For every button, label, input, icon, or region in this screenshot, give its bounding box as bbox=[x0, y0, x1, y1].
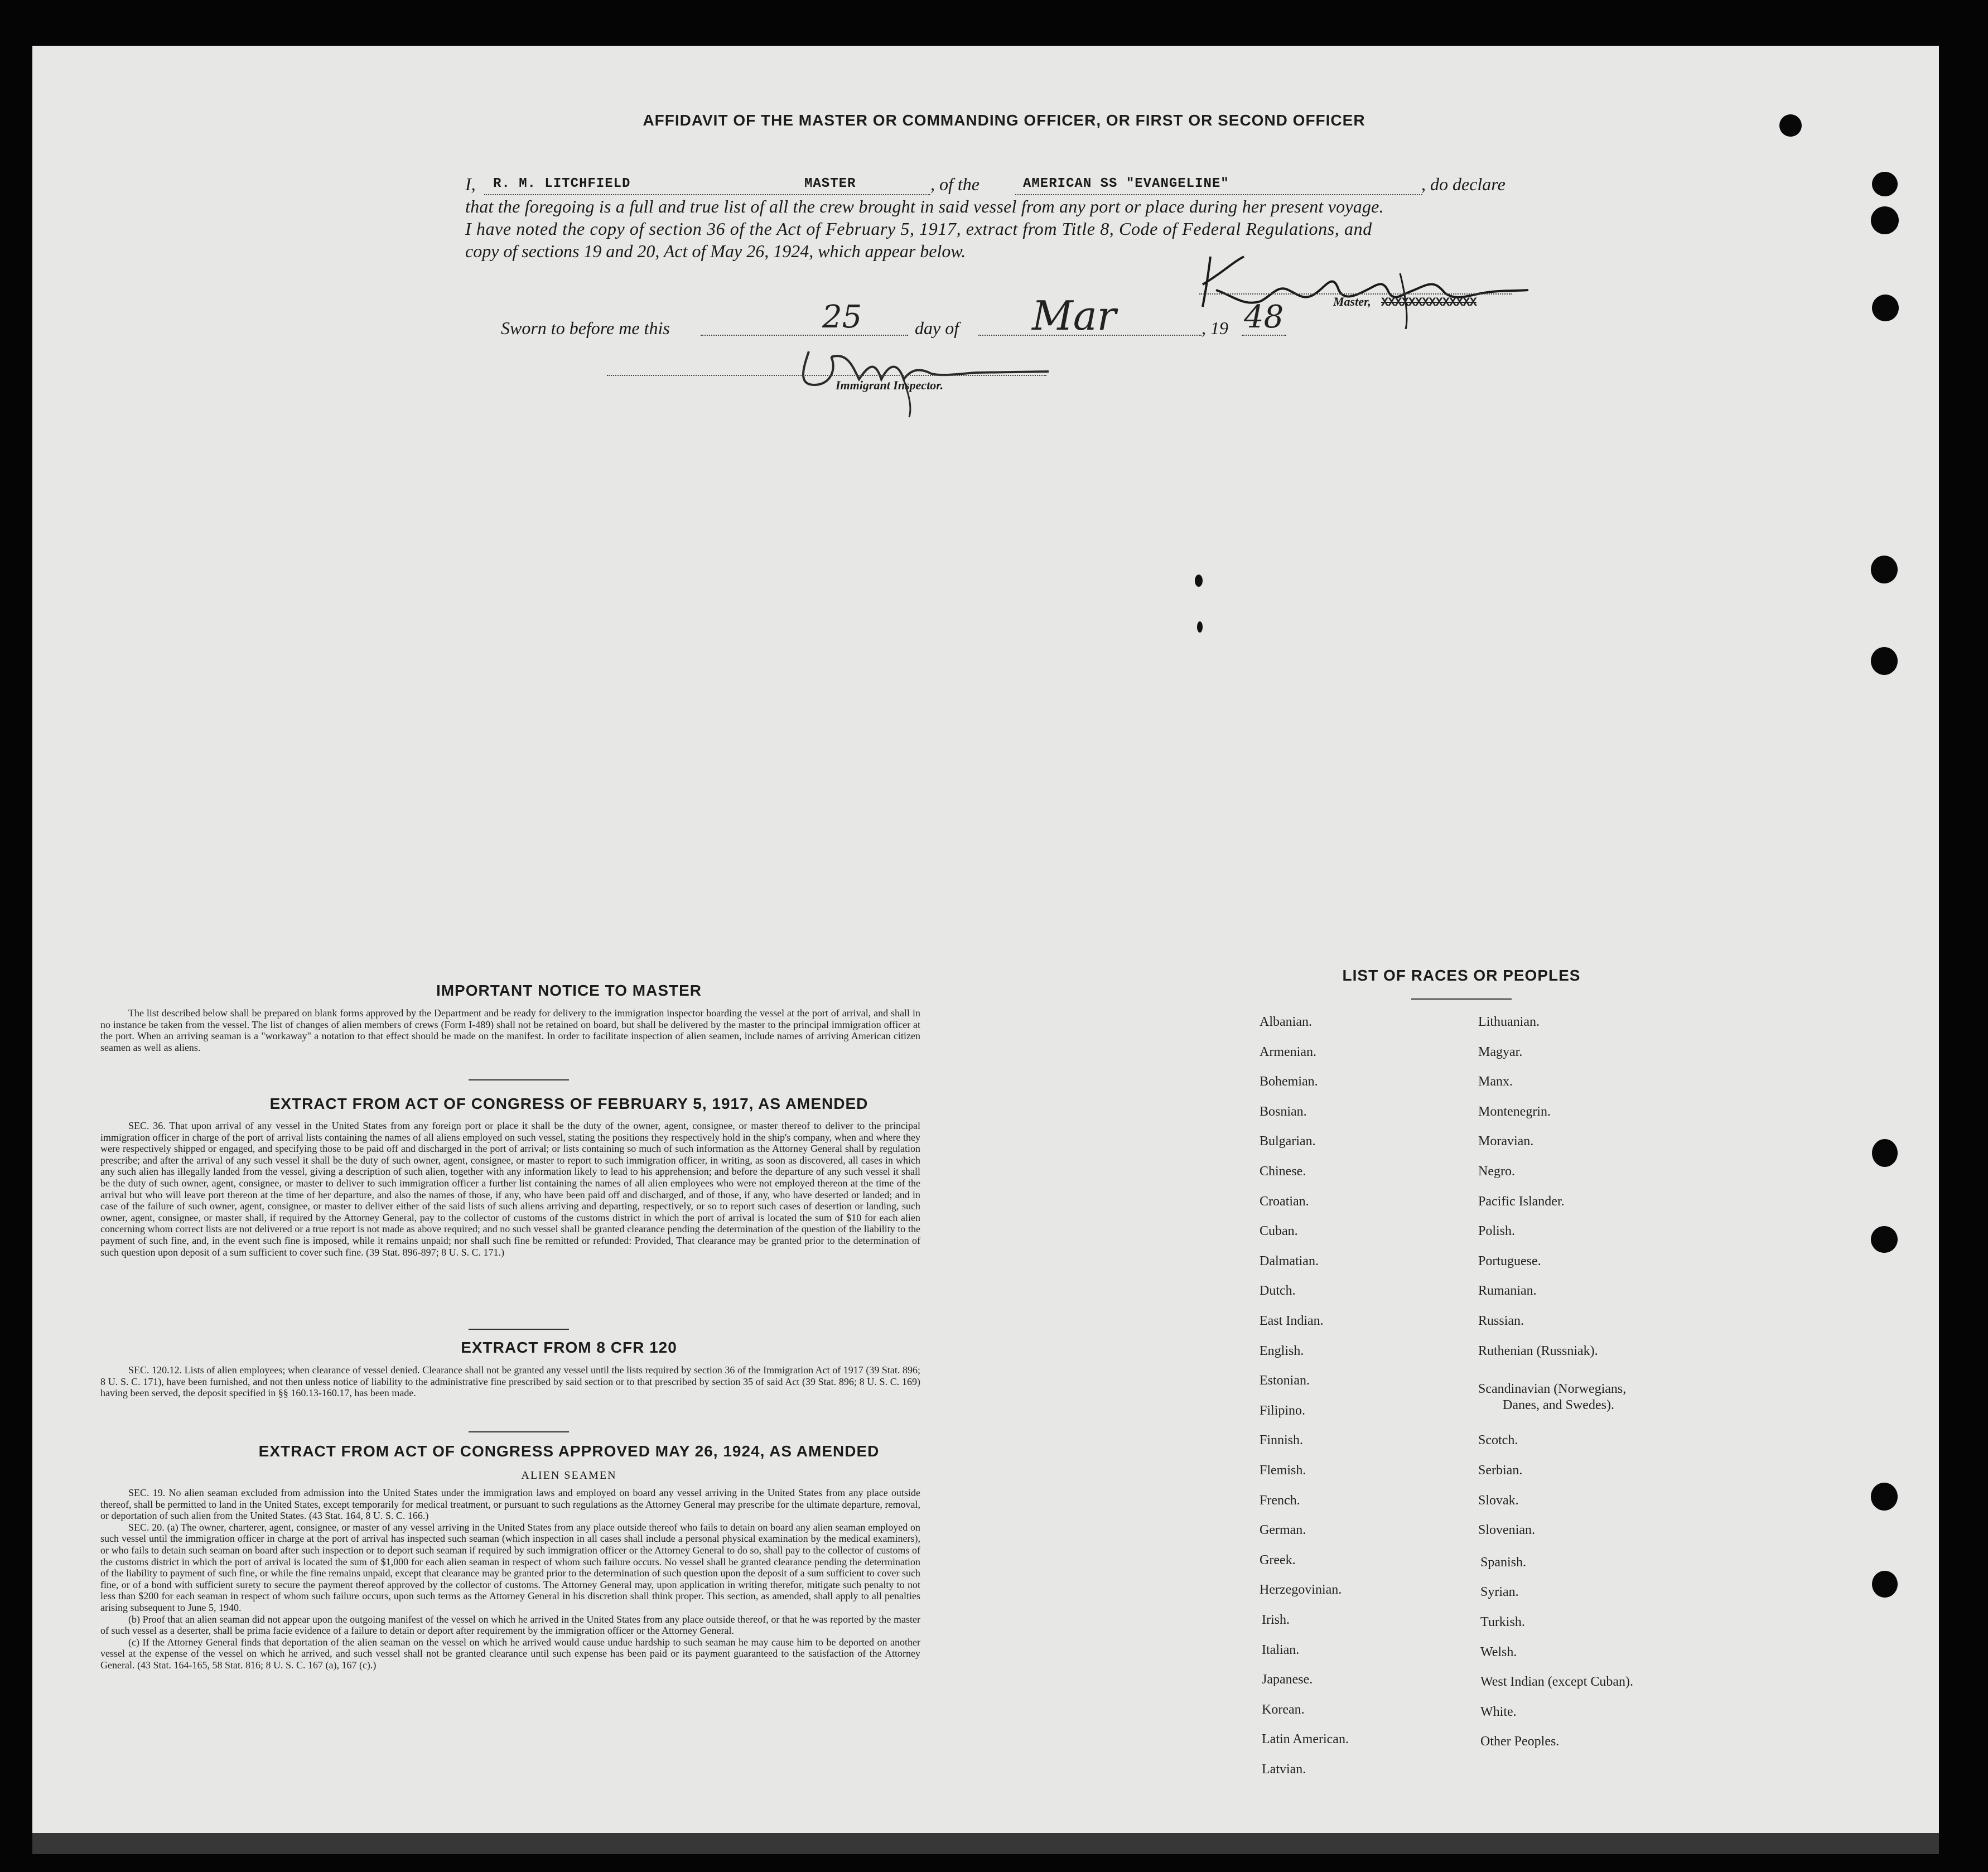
race-item: Bulgarian. bbox=[1260, 1134, 1316, 1149]
race-item: Polish. bbox=[1478, 1224, 1516, 1238]
divider bbox=[469, 1329, 569, 1330]
sworn-year-value: 48 bbox=[1244, 299, 1284, 335]
race-item: Korean. bbox=[1262, 1702, 1305, 1717]
race-item: Other Peoples. bbox=[1480, 1734, 1560, 1749]
extract-1917-paragraph: SEC. 36. That upon arrival of any vessel in the United States from any foreign port or place it shall be the duty of the owner, agent, consignee, or master thereof to deliver to the principal immigration officer in charge of the port of arrival lists containing the names of all aliens employed on such vessel, stating the positions they respectively hold in the ship's company, when and where they were respectively shipped or engaged, and specifying those to be paid off and discharged in the port of arrival; or lists containing so much of such information as the Attorney General shall by regulation prescribe; and after the arrival of any such vessel it shall be the duty of such owner, agent, consignee, or master to report to such immigration officer, in writing, as soon as discovered, all cases in which any such alien has illegally landed from the vessel, giving a description of such alien, together with any information likely to lead to his apprehension; and before the departure of any such vessel it shall be the duty of such owner, agent, consignee, or master to deliver to such immigration officer a further list containing the names of all alien employees who were not employed thereon at the time of the arrival but who will leave port thereon at the time of her departure, and also the names of those, if any, who have been paid off and discharged, and of those, if any, who have deserted or landed; and in case of the failure of such owner, agent, consignee, or master to deliver either of the said lists of such aliens arriving and departing, respectively, or so to report such cases of desertion or landing, such owner, agent, consignee, or master shall, if required by the Attorney General, pay to the collector of customs of the customs district in which the port of arrival is located the sum of $10 for each alien concerning whom correct lists are not delivered or a true report is not made as above required; and no such vessel shall be granted clearance pending the determination of the question of the liability to the payment of such fine, and, in the event such fine is imposed, while it remains unpaid; nor shall such fine be remitted or refunded: Provided, That clearance may be granted prior to the determination of such question upon deposit of a sum sufficient to cover such fine. (39 Stat. 896-897; 8 U. S. C. 171.) bbox=[100, 1120, 920, 1258]
ink-speck bbox=[1197, 621, 1203, 633]
race-item: Scandinavian (Norwegians, bbox=[1478, 1382, 1627, 1396]
sec-19-paragraph: SEC. 19. No alien seaman excluded from admission into the United States under the immigration laws and employed on board any vessel arriving in the United States from any place outside thereof, shall be permitted to land in the United States, except temporarily for medical treatment, or pursuant to such regulations as the Attorney General may prescribe for the ultimate departure, removal, or deportation of such alien from the United States. (43 Stat. 164, 8 U. S. C. 166.) bbox=[100, 1487, 920, 1522]
punch-hole bbox=[1872, 1139, 1898, 1167]
race-item: Finnish. bbox=[1260, 1433, 1304, 1448]
page-bottom-edge bbox=[32, 1833, 1939, 1854]
race-item: Ruthenian (Russniak). bbox=[1478, 1344, 1598, 1358]
race-item: Magyar. bbox=[1478, 1045, 1523, 1059]
inspector-signature bbox=[792, 335, 1060, 418]
race-item: Turkish. bbox=[1480, 1615, 1525, 1629]
sec-20a-paragraph: SEC. 20. (a) The owner, charterer, agent, consignee, or master of any vessel arriving in the United States from any place outside thereof who fails to detain on board any alien seaman employed on such vessel until the immigration officer in charge at the port of arrival has inspected such seaman (which inspection in all cases shall include a personal physical examination by the medical examiners), or who fails to detain such seaman on board after such inspection or to deport such seaman if required by such immigration officer or the Attorney General to do so, shall pay to the collector of customs of the customs district in which the port of arrival is located the sum of $1,000 for each alien seaman in respect of whom such failure occurs. No vessel shall be granted clearance pending the determination of the liability to payment of such fine, or while the fine remains unpaid, except that clearance may be granted prior to the determination of such question upon the deposit of a sum sufficient to cover such fine, or of a bond with sufficient surety to secure the payment thereof approved by the collector of customs. The Attorney General may, upon application in writing therefor, mitigate such penalty to not less than $200 for each seaman in respect of whom such failure occurs, upon such terms as the Attorney General in his discretion shall think proper. This section, as amended, shall apply to all penalties arising subsequent to June 5, 1940. bbox=[100, 1521, 920, 1613]
divider bbox=[1411, 998, 1512, 1000]
declaration-line-3: I have noted the copy of section 36 of the Act of February 5, 1917, extract from Title 8, Code of Federal Regulations, and bbox=[465, 219, 1372, 239]
races-title: LIST OF RACES OR PEOPLES bbox=[1342, 967, 1581, 984]
extract-1924-text bbox=[100, 1487, 920, 1671]
race-item: Scotch. bbox=[1478, 1433, 1518, 1448]
sworn-day-value: 25 bbox=[822, 299, 862, 335]
race-item: Flemish. bbox=[1260, 1463, 1306, 1478]
extract-1924-subtitle: ALIEN SEAMEN bbox=[521, 1469, 617, 1482]
notice-title: IMPORTANT NOTICE TO MASTER bbox=[436, 982, 702, 999]
sworn-label: Sworn to before me this bbox=[501, 318, 670, 338]
punch-hole bbox=[1872, 295, 1899, 321]
race-item: Chinese. bbox=[1260, 1164, 1306, 1179]
extract-cfr-paragraph: SEC. 120.12. Lists of alien employees; when clearance of vessel denied. Clearance shall not be granted any vessel until the lists required by section 36 of the Immigration Act of 1917 (39 Stat. 896; 8 U. S. C. 171), have been furnished, and not then unless notice of liability to the administrative fine prescribed by said section or to that prescribed by section 35 of said Act (39 Stat. 896; 8 U. S. C. 169) having been served, the deposit specified in §§ 160.13-160.17, has been made. bbox=[100, 1364, 920, 1399]
extract-cfr-title: EXTRACT FROM 8 CFR 120 bbox=[461, 1339, 677, 1356]
race-item: Pacific Islander. bbox=[1478, 1194, 1565, 1209]
extract-1917-text bbox=[100, 1120, 920, 1258]
extract-cfr-text bbox=[100, 1364, 920, 1399]
sec-20c-paragraph: (c) If the Attorney General finds that deportation of the alien seaman on the vessel on which he arrived would cause undue hardship to such seaman he may cause him to be deported on another vessel at the expense of the vessel on which he arrived, and such vessel shall not be granted clearance until such expense has been paid or its payment guaranteed to the satisfaction of the Attorney General. (43 Stat. 164-165, 58 Stat. 816; 8 U. S. C. 167 (a), 167 (c).) bbox=[100, 1636, 920, 1671]
race-item: Welsh. bbox=[1480, 1645, 1517, 1659]
day-of-label: day of bbox=[915, 318, 959, 338]
race-item: French. bbox=[1260, 1493, 1300, 1508]
race-item: Moravian. bbox=[1478, 1134, 1534, 1149]
race-item: Latvian. bbox=[1262, 1762, 1306, 1777]
race-item: Slovak. bbox=[1478, 1493, 1519, 1508]
race-item: Montenegrin. bbox=[1478, 1104, 1551, 1119]
master-name-value: R. M. LITCHFIELD bbox=[493, 176, 631, 191]
punch-hole bbox=[1871, 1483, 1898, 1511]
affidavit-title: AFFIDAVIT OF THE MASTER OR COMMANDING OFFICER, OR FIRST OR SECOND OFFICER bbox=[643, 112, 1365, 129]
race-item: Croatian. bbox=[1260, 1194, 1309, 1209]
race-item: White. bbox=[1480, 1705, 1517, 1719]
race-item: Portuguese. bbox=[1478, 1254, 1541, 1268]
race-item: Bohemian. bbox=[1260, 1074, 1318, 1089]
race-item: Albanian. bbox=[1260, 1015, 1312, 1029]
race-item: Dalmatian. bbox=[1260, 1254, 1319, 1268]
race-item: English. bbox=[1260, 1344, 1304, 1358]
punch-hole bbox=[1872, 1571, 1898, 1598]
notice-text bbox=[100, 1007, 920, 1053]
race-item: Manx. bbox=[1478, 1074, 1513, 1089]
notice-paragraph: The list described below shall be prepared on blank forms approved by the Department and be ready for delivery to the immigration inspector boarding the vessel at the port of arrival, and shall in no instance be taken from the vessel. The list of changes of alien members of crews (Form I-489) shall not be retained on board, but shall be delivered by the master to the principal immigration officer at the port. When an arriving seaman is a "workaway" a notation to that effect should be made on the manifest. In order to facilitate inspection of alien seamen, include names of arriving American citizen seamen as well as aliens. bbox=[100, 1007, 920, 1053]
struck-officer-title: XXXXXXXXXXXXXX bbox=[1381, 296, 1476, 310]
race-item: Greek. bbox=[1260, 1553, 1296, 1567]
race-item: Danes, and Swedes). bbox=[1503, 1398, 1614, 1412]
master-label: Master, bbox=[1333, 295, 1371, 308]
race-item: Spanish. bbox=[1480, 1555, 1527, 1570]
punch-hole bbox=[1871, 556, 1898, 583]
divider bbox=[469, 1079, 569, 1080]
extract-1924-title: EXTRACT FROM ACT OF CONGRESS APPROVED MAY 26, 1924, AS AMENDED bbox=[258, 1442, 880, 1460]
punch-hole bbox=[1779, 114, 1802, 137]
punch-hole bbox=[1871, 206, 1899, 234]
race-item: Rumanian. bbox=[1478, 1284, 1537, 1298]
vessel-name-value: AMERICAN SS "EVANGELINE" bbox=[1023, 176, 1229, 191]
year-prefix: , 19 bbox=[1202, 318, 1228, 338]
race-item: Italian. bbox=[1262, 1643, 1300, 1657]
of-the-text: , of the bbox=[930, 174, 979, 194]
race-item: Japanese. bbox=[1262, 1672, 1313, 1687]
extract-1917-title: EXTRACT FROM ACT OF CONGRESS OF FEBRUARY 5, 1917, AS AMENDED bbox=[269, 1095, 868, 1112]
race-item: Filipino. bbox=[1260, 1403, 1306, 1418]
race-item: Slovenian. bbox=[1478, 1523, 1535, 1537]
race-item: Armenian. bbox=[1260, 1045, 1316, 1059]
race-item: East Indian. bbox=[1260, 1314, 1324, 1328]
race-item: Serbian. bbox=[1478, 1463, 1523, 1478]
race-item: Dutch. bbox=[1260, 1284, 1296, 1298]
race-item: Negro. bbox=[1478, 1164, 1515, 1179]
punch-hole bbox=[1871, 1226, 1898, 1253]
sworn-month-value: Mar bbox=[1032, 292, 1117, 339]
do-declare-text: , do declare bbox=[1421, 174, 1506, 194]
punch-hole bbox=[1872, 172, 1898, 196]
race-item: West Indian (except Cuban). bbox=[1480, 1675, 1633, 1689]
master-rank-value: MASTER bbox=[804, 176, 856, 191]
race-item: Lithuanian. bbox=[1478, 1015, 1540, 1029]
race-item: Bosnian. bbox=[1260, 1104, 1307, 1119]
race-item: German. bbox=[1260, 1523, 1306, 1537]
race-item: Syrian. bbox=[1480, 1585, 1519, 1599]
divider bbox=[469, 1431, 569, 1432]
race-item: Herzegovinian. bbox=[1260, 1582, 1342, 1597]
ink-speck bbox=[1195, 575, 1203, 587]
race-item: Latin American. bbox=[1262, 1732, 1349, 1746]
race-item: Cuban. bbox=[1260, 1224, 1298, 1238]
race-item: Estonian. bbox=[1260, 1373, 1310, 1388]
master-signature bbox=[1188, 240, 1534, 329]
sec-20b-paragraph: (b) Proof that an alien seaman did not appear upon the outgoing manifest of the vessel on which he arrived in the United States from any place outside thereof, or that he was reported by the master of such vessel as a deserter, shall be prima facie evidence of a failure to detain or deport after requirement by the immigration officer or the Attorney General. bbox=[100, 1613, 920, 1637]
declaration-line-4: copy of sections 19 and 20, Act of May 26, 1924, which appear below. bbox=[465, 241, 966, 261]
race-item: Russian. bbox=[1478, 1314, 1524, 1328]
inspector-signature-line bbox=[607, 375, 1046, 376]
inspector-label: Immigrant Inspector. bbox=[836, 378, 944, 392]
punch-hole bbox=[1871, 647, 1898, 675]
declaration-prefix: I, bbox=[465, 174, 476, 194]
declaration-line-2: that the foregoing is a full and true list of all the crew brought in said vessel from any port or place during her present voyage. bbox=[465, 196, 1384, 216]
race-item: Irish. bbox=[1262, 1613, 1290, 1627]
